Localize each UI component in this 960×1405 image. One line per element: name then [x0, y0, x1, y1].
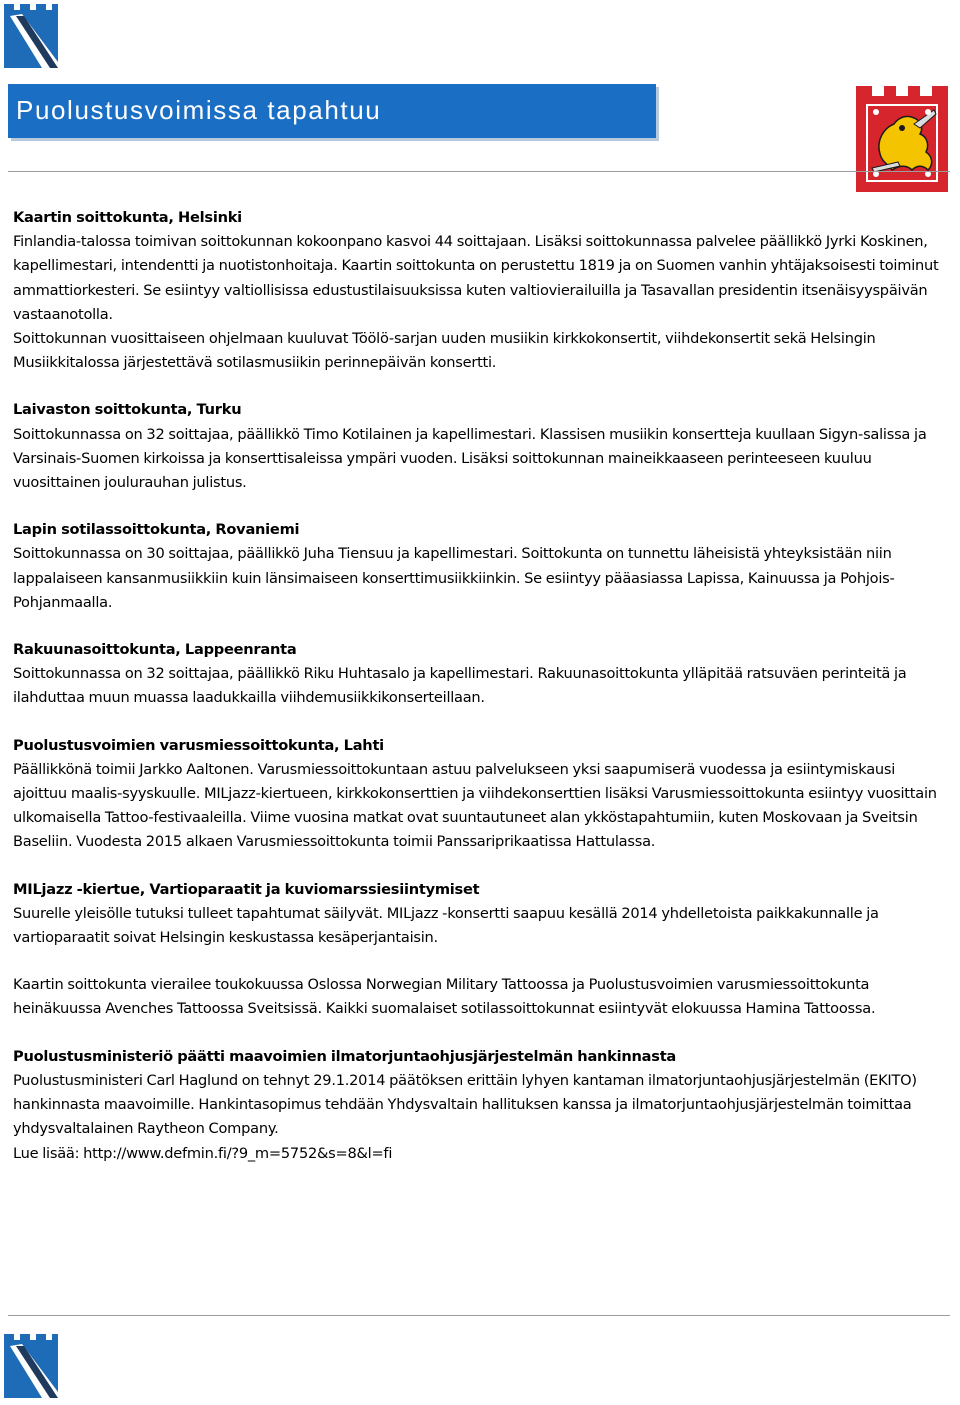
- section-varusmiessoittokunta: [13, 734, 943, 855]
- section-heading: Rakuunasoittokunta, Lappeenranta: [13, 641, 297, 659]
- section-heading: Kaartin soittokunta, Helsinki: [13, 209, 242, 226]
- section-heading: Puolustusministeriö päätti maavoimien ilmatorjuntaohjusjärjestelmän hankinnasta: [13, 1047, 677, 1065]
- castle-tower-icon: [2, 1332, 60, 1400]
- section-kaartin-soittokunta: [13, 206, 943, 375]
- article-body: [13, 206, 943, 1189]
- section-heading: Lapin sotilassoittokunta, Rovaniemi: [13, 521, 300, 539]
- section-paragraph: Soittokunnassa on 32 soittajaa, päällikkö Timo Kotilainen ja kapellimestari. Klassisen musiikin konsertteja kuullaan Sigyn-salissa ja Varsinais-Suomen kirkoissa ja konserttisaleissa ympäri vuoden. Lisäksi soittokunnan maineikkaaseen perinteeseen kuuluu vuosittainen joulurauhan julistus.: [13, 425, 927, 492]
- section-paragraph: Soittokunnan vuosittaiseen ohjelmaan kuuluvat Töölö-sarjan uuden musiikin kirkkokonsertit, viihdekonsertit sekä Helsingin Musiikkitalossa järjestettävä sotilasmusiikin perinnepäivän konsertti.: [13, 330, 876, 372]
- section-rakuunasoittokunta: [13, 638, 943, 711]
- section-paragraph: Puolustusministeri Carl Haglund on tehnyt 29.1.2014 päätöksen erittäin lyhyen kantaman ilmatorjuntaohjusjärjestelmän (EKITO) hankinnasta maavoimille. Hankintasopimus tehdään Yhdysvaltain hallituksen kanssa ja ilmatorjuntaohjusjärjestelmän toimittaa yhdysvaltalainen Raytheon Company.: [13, 1071, 917, 1138]
- section-paragraph: Päällikkönä toimii Jarkko Aaltonen. Varusmiessoittokuntaan astuu palvelukseen yksi saapumiserä vuodessa ja esiintymiskausi ajoittuu maalis-syyskuulle. MILjazz-kiertueen, kirkkokonserttien ja viihdekonserttien lisäksi Varusmiessoittokunta esiintyy vuosittain ulkomaisella Tattoo-festivaaleilla. Viime vuosina matkat ovat suuntautuneet alan ykköstapahtumiin, kuten Moskovaan ja Sveitsin Baseliin. Vuodesta 2015 alkaen Varusmiessoittokunta toimii Panssariprikaatissa Hattulassa.: [13, 760, 937, 851]
- section-paragraph: Kaartin soittokunta vierailee toukokuussa Oslossa Norwegian Military Tattoossa ja Puolustusvoimien varusmiessoittokunta heinäkuussa Avenches Tattoossa Sveitsissä. Kaikki suomalaiset sotilassoittokunnat esiintyvät elokuussa Hamina Tattoossa.: [13, 976, 876, 1018]
- section-paragraph: Suurelle yleisölle tutuksi tulleet tapahtumat säilyvät. MILjazz -konsertti saapuu kesällä 2014 yhdelletoista paikkakunnalle ja vartioparaatit soivat Helsingin keskustassa kesäperjantaisin.: [13, 904, 879, 947]
- section-heading: MILjazz -kiertue, Vartioparaatit ja kuviomarssiesiintymiset: [13, 880, 480, 898]
- section-paragraph: Soittokunnassa on 30 soittajaa, päällikkö Juha Tiensuu ja kapellimestari. Soittokunta on tunnettu läheisistä yhteyksistään niin lappalaiseen kansanmusiikkiin kuin länsimaiseen konserttimusiikkiinkin. Se esiintyy pääasiassa Lapissa, Kainuussa ja Pohjois-Pohjanmaalla.: [13, 545, 895, 611]
- page-title: Puolustusvoimissa tapahtuu: [16, 95, 382, 125]
- section-heading: Puolustusvoimien varusmiessoittokunta, Lahti: [13, 736, 384, 754]
- section-paragraph: Finlandia-talossa toimivan soittokunnan kokoonpano kasvoi 44 soittajaan. Lisäksi soittokunnassa palvelee päällikkö Jyrki Koskinen, kapellimestari, intendentti ja nuotistonhoitaja. Kaartin soittokunta on perustettu 1819 ja on Suomen vanhin yhtäjaksoisesti toiminut ammattiorkesteri. Se esiintyy valtiollisissa edustustilaisuuksissa kuten valtiovierailuilla ja Tasavallan presidentin itsenäisyyspäivän vastaanotolla.: [13, 233, 939, 323]
- page-title-bar: [8, 84, 656, 138]
- top-divider: [8, 171, 950, 172]
- section-lapin-sotilassoittokunta: [13, 518, 943, 615]
- section-laivaston-soittokunta: [13, 398, 943, 495]
- lion-coat-of-arms-icon: [854, 84, 950, 196]
- read-more-link[interactable]: Lue lisää: http://www.defmin.fi/?9_m=5752&s=8&l=fi: [13, 1144, 393, 1162]
- section-tattoo-visits: [13, 973, 943, 1021]
- section-paragraph: Soittokunnassa on 32 soittajaa, päällikkö Riku Huhtasalo ja kapellimestari. Rakuunasoittokunta ylläpitää ratsuväen perinteitä ja ilahduttaa muun muassa laadukkailla viihdemusiikkikonserteillaan.: [13, 665, 907, 707]
- section-miljazz-kiertue: [13, 878, 943, 951]
- section-ilmatorjunta-hankinta: [13, 1045, 943, 1166]
- castle-tower-icon: [2, 2, 60, 70]
- section-heading: Laivaston soittokunta, Turku: [13, 401, 242, 419]
- bottom-divider: [8, 1315, 950, 1316]
